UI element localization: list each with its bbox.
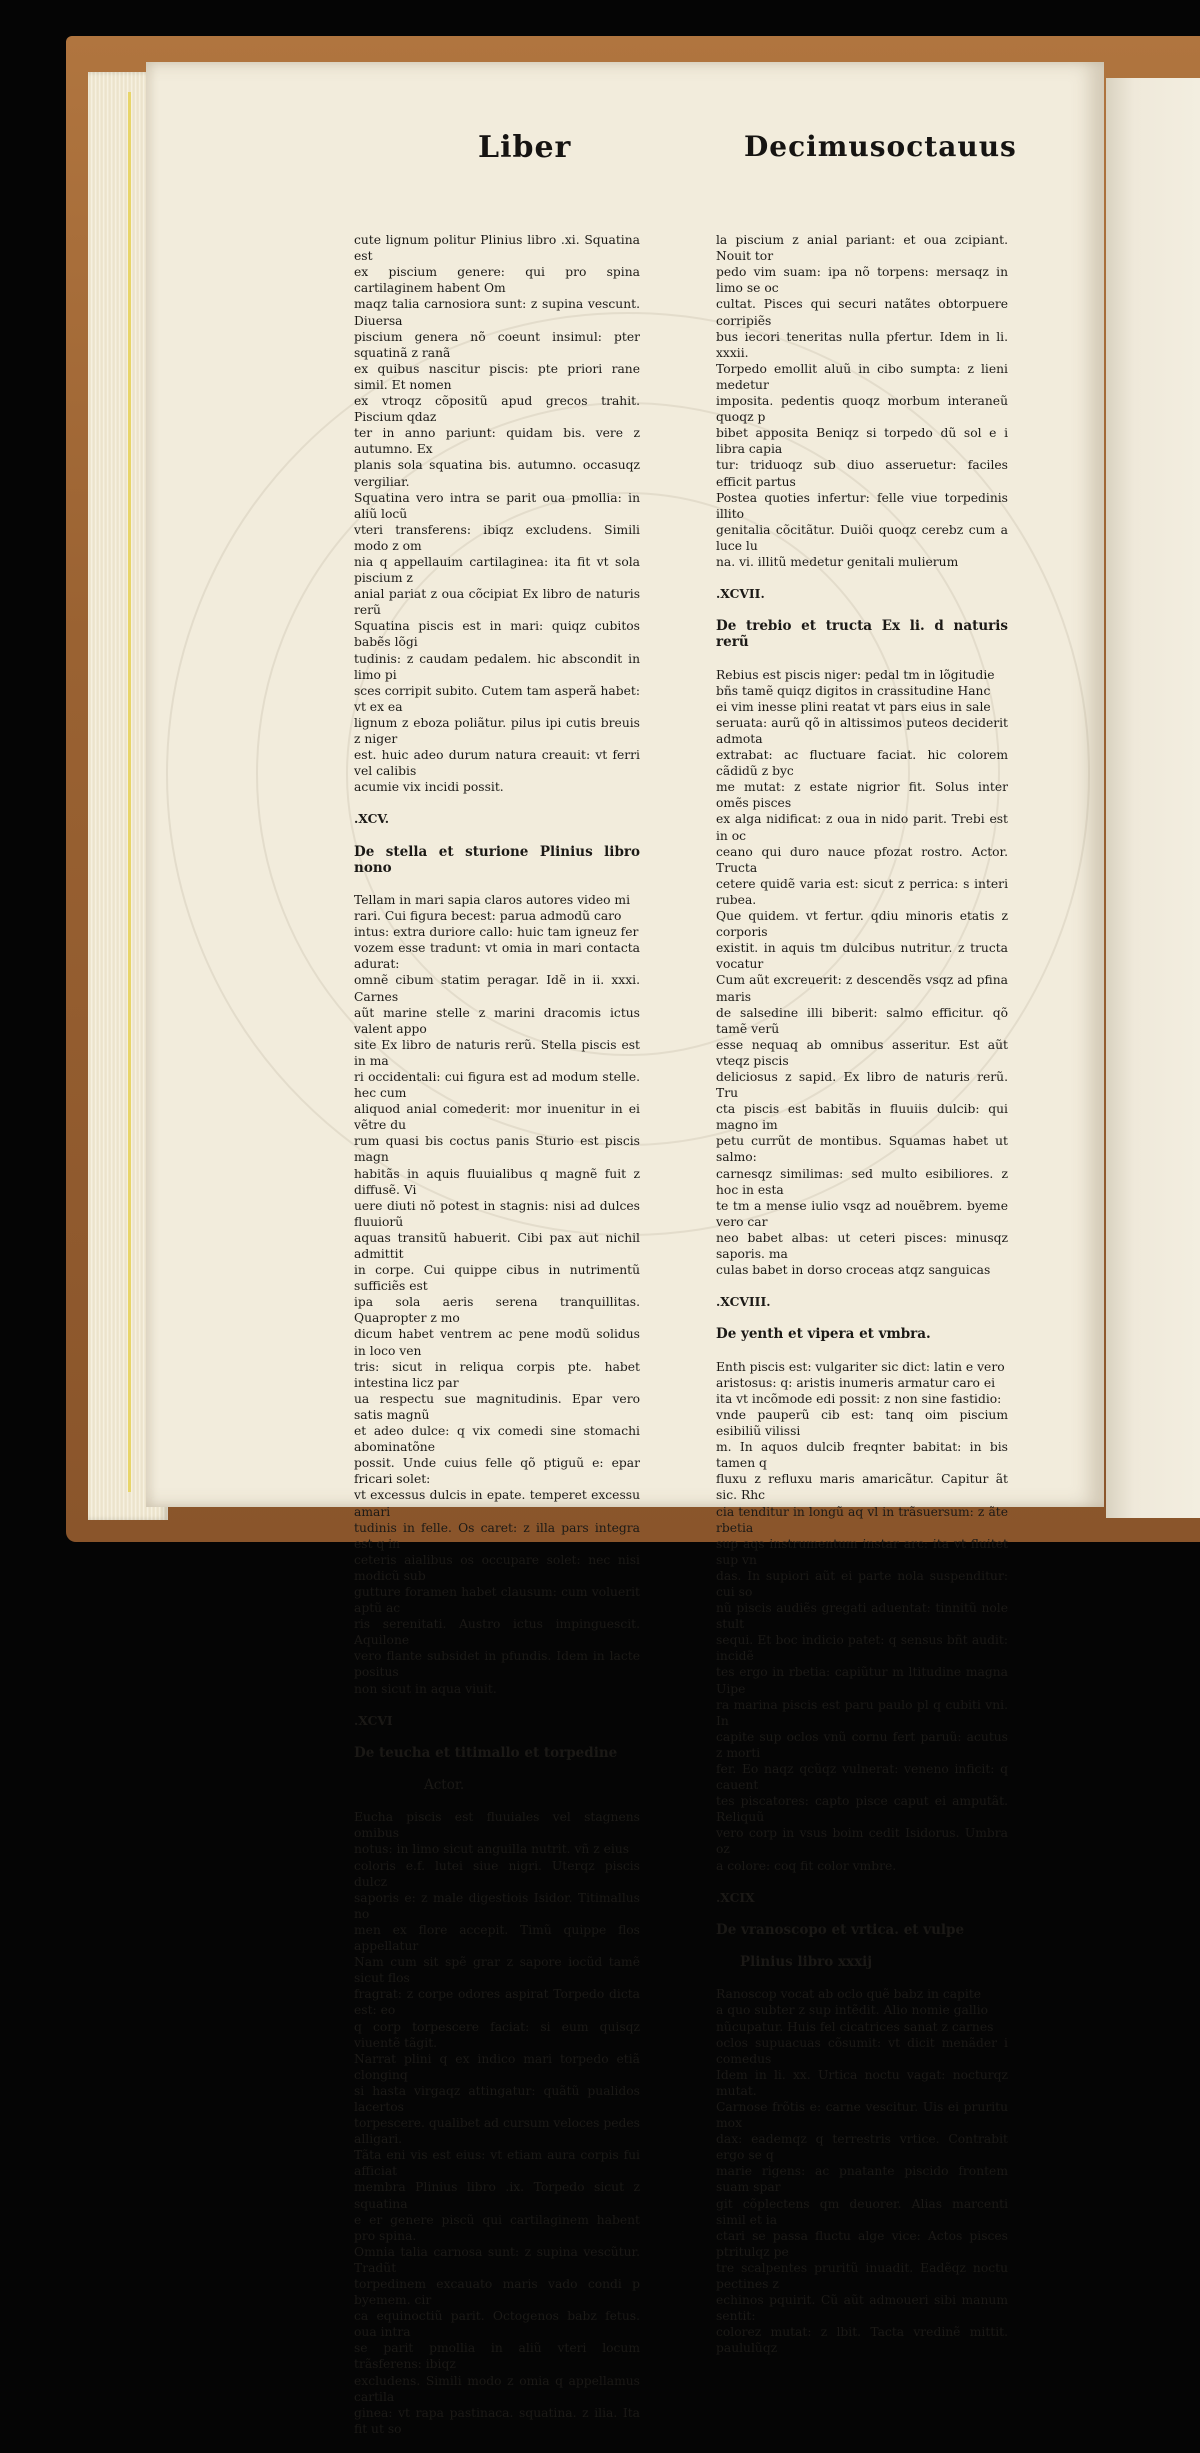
chapter-number: .XCVII. (716, 586, 765, 602)
paragraph: Eucha piscis est fluuiales vel stagnens omibus notus: in limo sicut anguilla nutrit. vñ z eius coloris e.f. lutei siue nigri. Uterqz piscis dulcz saporis e: z male digestiois Isidor. Titimallus no men ex flore accepit. Timũ quippe flos appellatur Nam cum sit spẽ grar z sapore iocũd tamẽ sicut flos fragrat: z corpe odores aspirat Torpedo dicta est: eo q corp torpescere faciat: si eum quisqz viuentẽ tãgit. Narrat plini q ex indico mari torpedo etiã clonginq si hasta virgaqz attingatur: quãtũ pualidos lacertos torpescere. qualibet ad cursum veloces pedes alligari. Tãta eni vis est eius: vt etiam aura corpis fui afficiat membra Plinius libro .ix. Torpedo sicut z squatina e er genere piscũ qui cartilaginem habent pro spina. Omnia talia carnosa sunt: z supina vescũtur. Tradũt torpedinem excauato maris vado condi p byemem. cir ca equinoctiũ parit. Octogenos babz fetus. oua intra se parit pmollia in aliũ vteri locum trãsferens: ibiqz excludens. Simili modo z omia q appellamus cartila ginea: vt rapa pastinaca. squatina. z ilia. Ita fit ut so (354, 1810, 640, 2436)
left-text-column (354, 216, 640, 2453)
section-subheading: Actor. (424, 1777, 465, 1794)
paragraph: Enth piscis est: vulgariter sic dict: latin e vero aristosus: q: aristis inumeris armatur caro ei ita vt incõmode edi possit: z non sine fastidio: vnde pauperũ cib est: tanq oim piscium esibiliũ vilissi m. In aquos dulcib freqnter babitat: in bis tamen q fluxu z refluxu maris amaricãtur. Capitur ãt sic. Rhc cia tenditur in longũ aq vl in trãsuersum: z ãte rbetia sup aqs instrumentum instar arc: ita vt fluitet sup vn das. In supiori aũt ei parte nola suspenditur: cui so nũ piscis audiẽs gregati aduentat: tinnitũ nole stult sequi. Et boc indicio patet: q sensus bñt audit: incidẽ tes ergo in rbetia: capiũtur m ltitudine magna Uipe ra marina piscis est paru paulo pl q cubiti vni. In capite sup oclos vnũ cornu fert paruũ: acutus z morti fer. Eo naqz qcũqz vulnerat: veneno inficit: q cauent tes piscatores: capto pisce caput ei amputãt. Reliquũ vero corp in vsus boim cedit Isidorus. Umbra oz a colore: coq fit color vmbre. (716, 1359, 1008, 1873)
paragraph: Ranoscop vocat ab oclo quẽ babz in capite a quo subter z sup intẽdit. Alio nomie gallio nũcupatur. Huis fel cicatrices sanat z carnes oclos supuacuas cõsumit: vt dicit menãder i comedus Idem in li. xx. Urtica noctu vagat: nocturqz mutat. Carnose frõtis e: carne vescitur. Uis ei pruritu mox dax: eademqz q terrestris vrtice. Contrabit ergo se q marie rigens: ac pnatante piscido frontem suam spar git cõplectens qm deuorer. Alias marcenti simil et ia ctari se passa fluctu alge vice: Actos pisces ptritulqz pe tre scalpentes pruritũ inuadit. Eadẽqz noctu pectines z echinos pquirit. Cũ aũt admoueri sibi manum sentit: colorez mutat: z lbit. Tacta vredinẽ mittit. paululũqz (716, 1987, 1008, 2356)
paragraph: Rebius est piscis niger: pedal tm in lõgitudie bñs tamẽ quiqz digitos in crassitudine Hanc ei vim inesse plini reatat vt pars eius in sale seruata: aurũ qõ in altissimos puteos deciderit admota extrabat: ac fluctuare faciat. hic colorem cãdidũ z byc me mutat: z estate nigrior fit. Solus inter omẽs pisces ex alga nidificat: z oua in nido parit. Trebi est in oc ceano qui duro nauce pfozat rostro. Actor. Tructa cetere quidẽ varia est: sicut z perrica: s interi rubea. Que quidem. vt fertur. qdiu minoris etatis z corporis existit. in aquis tm dulcibus nutritur. z tructa vocatur Cum aũt excreuerit: z descendẽs vsqz ad pfina maris de salsedine illi biberit: salmo efficitur. qõ tamẽ verũ esse nequaq ab omnibus asseritur. Est aũt vteqz piscis deliciosus z sapid. Ex libro de naturis rerũ. Tru cta piscis est babitãs in fluuiis dulcib: qui magno im petu currũt de montibus. Squamas habet ut salmo: carnesqz similimas: sed multo esibiliores. z hoc in esta te tm a mense iulio vsqz ad nouẽbrem. byeme vero car neo babet albas: ut ceteri pisces: minusqz saporis. ma culas babet in dorso croceas atqz sanguicas (716, 667, 1008, 1278)
facing-page (1106, 78, 1200, 1518)
section-heading: De trebio et tructa Ex li. d naturis rerũ (716, 618, 1008, 651)
paragraph: cute lignum politur Plinius libro .xi. Squatina est ex piscium genere: qui pro spina cartilaginem habent Om maqz talia carnosiora sunt: z supina vescunt. Diuersa piscium genera nõ coeunt insimul: pter squatinã z ranã ex quibus nascitur piscis: pte priori rane simil. Et nomen ex vtroqz cõpositũ apud grecos trahit. Piscium qdaz ter in anno pariunt: quidam bis. vere z autumno. Ex planis sola squatina bis. autumno. occasuqz vergiliar. Squatina vero intra se parit oua pmollia: in aliũ locũ vteri transferens: ibiqz excludens. Simili modo z om nia q appellauim cartilaginea: ita fit vt sola piscium z anial pariat z oua cõcipiat Ex libro de naturis rerũ Squatina piscis est in mari: quiqz cubitos babẽs lõgi tudinis: z caudam pedalem. hic abscondit in limo pi sces corripit subito. Cutem tam asperã habet: vt ex ea lignum z eboza poliãtur. pilus ipi cutis breuis z niger est. huic adeo durum natura creauit: vt ferri vel calibis acumie vix incidi possit. (354, 233, 640, 795)
section-heading: De teucha et titimallo et torpedine (354, 1744, 618, 1761)
running-head-left: Liber (478, 130, 572, 165)
section-heading: De yenth et vipera et vmbra. (716, 1326, 931, 1343)
chapter-number: .XCVI (354, 1712, 393, 1728)
edge-mark (128, 92, 131, 1492)
section-heading: De vranoscopo et vrtica. et vulpe (716, 1921, 965, 1938)
right-text-column (716, 216, 1008, 2373)
section-subheading: Plinius libro xxxij (740, 1954, 873, 1971)
paragraph: Tellam in mari sapia claros autores video mi rari. Cui figura becest: parua admodũ caro intus: extra duriore callo: huic tam igneuz fer vozem esse tradunt: vt omia in mari contacta adurat: omnẽ cibum statim peragar. Idẽ in ii. xxxi. Carnes aũt marine stelle z marini dracomis ictus valent appo site Ex libro de naturis rerũ. Stella piscis est in ma ri occidentali: cui figura est ad modum stelle. hec cum aliquod anial comederit: mor inuenitur in ei vẽtre du rum quasi bis coctus panis Sturio est piscis magn habitãs in aquis fluuialibus q magnẽ fuit z diffusẽ. Vi uere diuti nõ potest in stagnis: nisi ad dulces fluuiorũ aquas transitũ habuerit. Cibi pax aut nichil admittit in corpe. Cui quippe cibus in nutrimentũ sufficiẽs est ipa sola aeris serena tranquillitas. Quapropter z mo dicum habet ventrem ac pene modũ solidus in loco ven tris: sicut in reliqua corpis pte. habet intestina licz par ua respectu sue magnitudinis. Epar vero satis magnũ et adeo dulce: q vix comedi sine stomachi abominatõne possit. Unde cuius felle qõ ptiguũ e: epar fricari solet: vt excessus dulcis in epate. temperet excessu amari tudinis in felle. Os caret: z illa pars integra est q in ceteris aialibus os occupare solet: nec nisi modicũ sub gutture foramen habet clausum: cum voluerit aptũ ac ris serenitati. Austro ictus impinguescit. Aquilone vero flante subsidet in pfundis. Idem in lacte positus non sicut in aqua viuit. (354, 892, 640, 1696)
chapter-number: .XCIX (716, 1889, 755, 1905)
running-head-right: Decimusoctauus (744, 130, 1017, 163)
chapter-number: .XCVIII. (716, 1294, 771, 1310)
paragraph: la piscium z anial pariant: et oua zcipiant. Nouit tor pedo vim suam: ipa nõ torpens: mersaqz in limo se oc cultat. Pisces qui securi natãtes obtorpuere corripiẽs bus iecori teneritas nulla pfertur. Idem in li. xxxii. Torpedo emollit aluũ in cibo sumpta: z lieni medetur imposita. pedentis quoqz morbum interaneũ quoqz p bibet apposita Beniqz si torpedo dũ sol e i libra capia tur: triduoqz sub diuo asseruetur: faciles efficit partus Postea quoties infertur: felle viue torpedinis illito genitalia cõcitãtur. Duiõi quoqz cerebz cum a luce lu na. vi. illitũ medetur genitali mulierum (716, 233, 1008, 569)
chapter-number: .XCV. (354, 811, 390, 827)
section-heading: De stella et sturione Plinius libro nono (354, 843, 640, 876)
